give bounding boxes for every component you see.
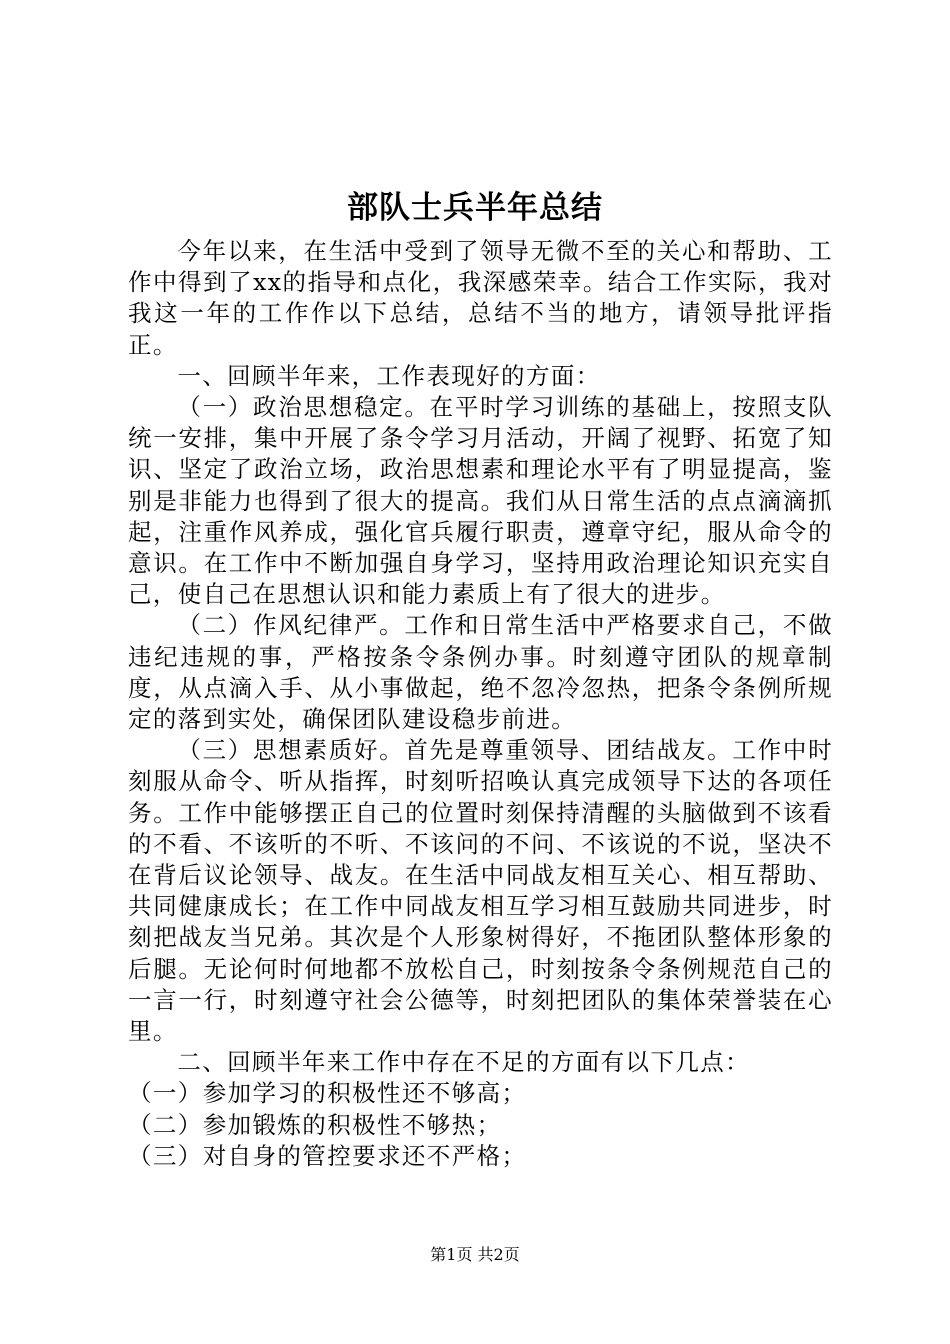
section-heading-shortcomings: 二、回顾半年来工作中存在不足的方面有以下几点： (177, 1048, 751, 1077)
section-heading-strengths: 一、回顾半年来，工作表现好的方面： (177, 361, 601, 390)
paragraph-discipline: （二）作风纪律严。工作和日常生活中严格要求自己，不做违纪违规的事，严格按条令条例办事。时刻遵守团队的规章制度，从点滴入手、从小事做起，绝不忽冷忽热，把条令条例所规定的落到实处，确保团队建设稳步前进。 (128, 611, 833, 734)
paragraph-political-thought: （一）政治思想稳定。在平时学习训练的基础上，按照支队统一安排，集中开展了条令学习月活动，开阔了视野、拓宽了知识、坚定了政治立场，政治思想素和理论水平有了明显提高，鉴别是非能力也得到了很大的提高。我们从日常生活的点点滴滴抓起，注重作风养成，强化官兵履行职责，遵章守纪，服从命令的意识。在工作中不断加强自身学习，坚持用政治理论知识充实自己，使自己在思想认识和能力素质上有了很大的进步。 (128, 393, 833, 609)
shortcoming-item-2: （二）参加锻炼的积极性不够热； (128, 1110, 502, 1139)
document-body (128, 236, 833, 1172)
shortcoming-item-3: （三）对自身的管控要求还不严格； (128, 1141, 527, 1170)
paragraph-ideological-quality: （三）思想素质好。首先是尊重领导、团结战友。工作中时刻服从命令、听从指挥，时刻听招唤认真完成领导下达的各项任务。工作中能够摆正自己的位置时刻保持清醒的头脑做到不该看的不看、不该听的不听、不该问的不问、不该说的不说，坚决不在背后议论领导、战友。在生活中同战友相互关心、相互帮助、共同健康成长；在工作中同战友相互学习相互鼓励共同进步，时刻把战友当兄弟。其次是个人形象树得好，不拖团队整体形象的后腿。无论何时何地都不放松自己，时刻按条令条例规范自己的一言一行，时刻遵守社会公德等，时刻把团队的集体荣誉装在心里。 (128, 736, 833, 1046)
document-title: 部队士兵半年总结 (347, 190, 603, 226)
shortcoming-item-1: （一）参加学习的积极性还不够高； (128, 1079, 527, 1108)
page-footer: 第1页 共2页 (430, 1245, 520, 1264)
intro-paragraph: 今年以来，在生活中受到了领导无微不至的关心和帮助、工作中得到了xx的指导和点化，我深感荣幸。结合工作实际，我对我这一年的工作作以下总结，总结不当的地方，请领导批评指正。 (128, 237, 833, 359)
